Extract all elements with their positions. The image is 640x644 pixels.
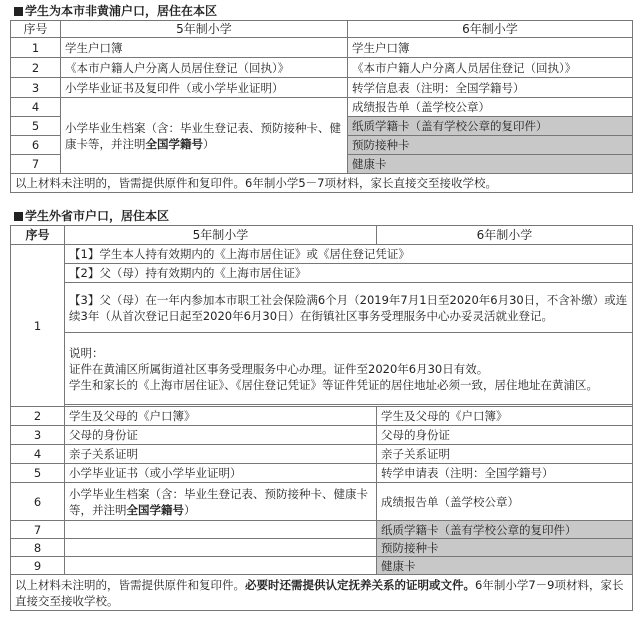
table-row: 7 健康卡	[11, 155, 633, 174]
section1-title: 学生为本市非黄浦户口，居住在本区	[0, 2, 640, 20]
table-row: 1 学生户口簿 学生户口簿	[11, 38, 633, 58]
table-row: 7 纸质学籍卡（盖有学校公章的复印件）	[11, 521, 633, 539]
table-row: 5 小学毕业证书（或小学毕业证明） 转学申请表（注明：全国学籍号）	[11, 464, 633, 483]
table-row: 1 【1】学生本人持有效期内的《上海市居住证》或《居住登记凭证》	[11, 245, 633, 264]
section2-footer: 以上材料未注明的，皆需提供原件和复印件。必要时还需提供认定抚养关系的证明或文件。6年制小学7－9项材料，家长直接交至接收学校。	[11, 575, 633, 611]
archive-cell: 小学毕业生档案（含：毕业生登记表、预防接种卡、健康卡等，并注明全国学籍号）	[65, 483, 377, 521]
header-no: 序号	[11, 21, 61, 38]
table-row: 5 纸质学籍卡（盖有学校公章的复印件）	[11, 117, 633, 136]
table-row: 6 小学毕业生档案（含：毕业生登记表、预防接种卡、健康卡等，并注明全国学籍号） 成绩报告单（盖学校公章）	[11, 483, 633, 521]
section2-table: 序号 5年制小学 6年制小学 1 【1】学生本人持有效期内的《上海市居住证》或《居住登记凭证》 【2】父（母）持有效期内的《上海市居住证》 【3】父（母）在一年内参加本市职工社会保险满6个月（2019年7月1日至2020年6月30日，不含补缴）或连续3年（从首次登记日起至2020年6月30日）在街镇社区事务受理服务中心办妥灵活就业登记。 说明： 证件在黄浦区所属街道社区事务受理服务中心办理。证件至2020年6月30日有效。 学生和家长的《上海市居住证》、《居住登记凭证》等证件凭证的居住地址必须一致，居住地址在黄浦区。 2 学生及父母的《户口簿》 学生及父母的《户口簿》 3 父母的身份证 父母的身份证 4 亲子关系证明 亲子关系证明 5 小学毕业证书（或小学毕业证明） 转学申请表（注明：全国学籍号） 6 小学毕业生档案（含：毕业生登记表、预防接种卡、健康卡等，并注明全国学籍号） 成绩报告单（盖学校公章） 7 纸质学籍卡（盖有学校公章的复印件） 8 预防接种卡 9 健康卡 以上材料未注明的，皆需提供原件和复印件。必要时还需提供认定抚养关系的证明或文件。6年制小学7－9项材料，家长直接交至接收学校。	[10, 225, 633, 611]
table-row: 3 父母的身份证 父母的身份证	[11, 426, 633, 445]
table-row: 4 小学毕业生档案（含：毕业生登记表、预防接种卡、健康卡等，并注明全国学籍号） 成绩报告单（盖学校公章）	[11, 98, 633, 117]
table-row: 2 《本市户籍人户分离人员居住登记（回执）》 《本市户籍人户分离人员居住登记（回执）》	[11, 58, 633, 78]
header-five-year: 5年制小学	[61, 21, 348, 38]
section2-title: 学生外省市户口，居住本区	[0, 207, 640, 225]
row1-note: 说明： 证件在黄浦区所属街道社区事务受理服务中心办理。证件至2020年6月30日有效。 学生和家长的《上海市居住证》、《居住登记凭证》等证件凭证的居住地址必须一致，居住地址在黄浦区。	[65, 333, 633, 405]
header-six-year: 6年制小学	[348, 21, 633, 38]
header-no: 序号	[11, 226, 65, 245]
merged-archive-cell: 小学毕业生档案（含：毕业生登记表、预防接种卡、健康卡等，并注明全国学籍号）	[61, 98, 348, 174]
table-row: 2 学生及父母的《户口簿》 学生及父母的《户口簿》	[11, 407, 633, 426]
square-bullet-icon	[14, 7, 23, 16]
header-six-year: 6年制小学	[377, 226, 633, 245]
table-row: 6 预防接种卡	[11, 136, 633, 155]
table-row: 8 预防接种卡	[11, 539, 633, 557]
square-bullet-icon	[14, 212, 23, 221]
section1-footer: 以上材料未注明的，皆需提供原件和复印件。6年制小学5－7项材料，家长直接交至接收学校。	[11, 174, 633, 193]
table-row: 4 亲子关系证明 亲子关系证明	[11, 445, 633, 464]
table-row: 3 小学毕业证书及复印件（或小学毕业证明） 转学信息表（注明：全国学籍号）	[11, 78, 633, 98]
table-row: 9 健康卡	[11, 557, 633, 575]
section1-table	[10, 20, 633, 193]
header-five-year: 5年制小学	[65, 226, 377, 245]
